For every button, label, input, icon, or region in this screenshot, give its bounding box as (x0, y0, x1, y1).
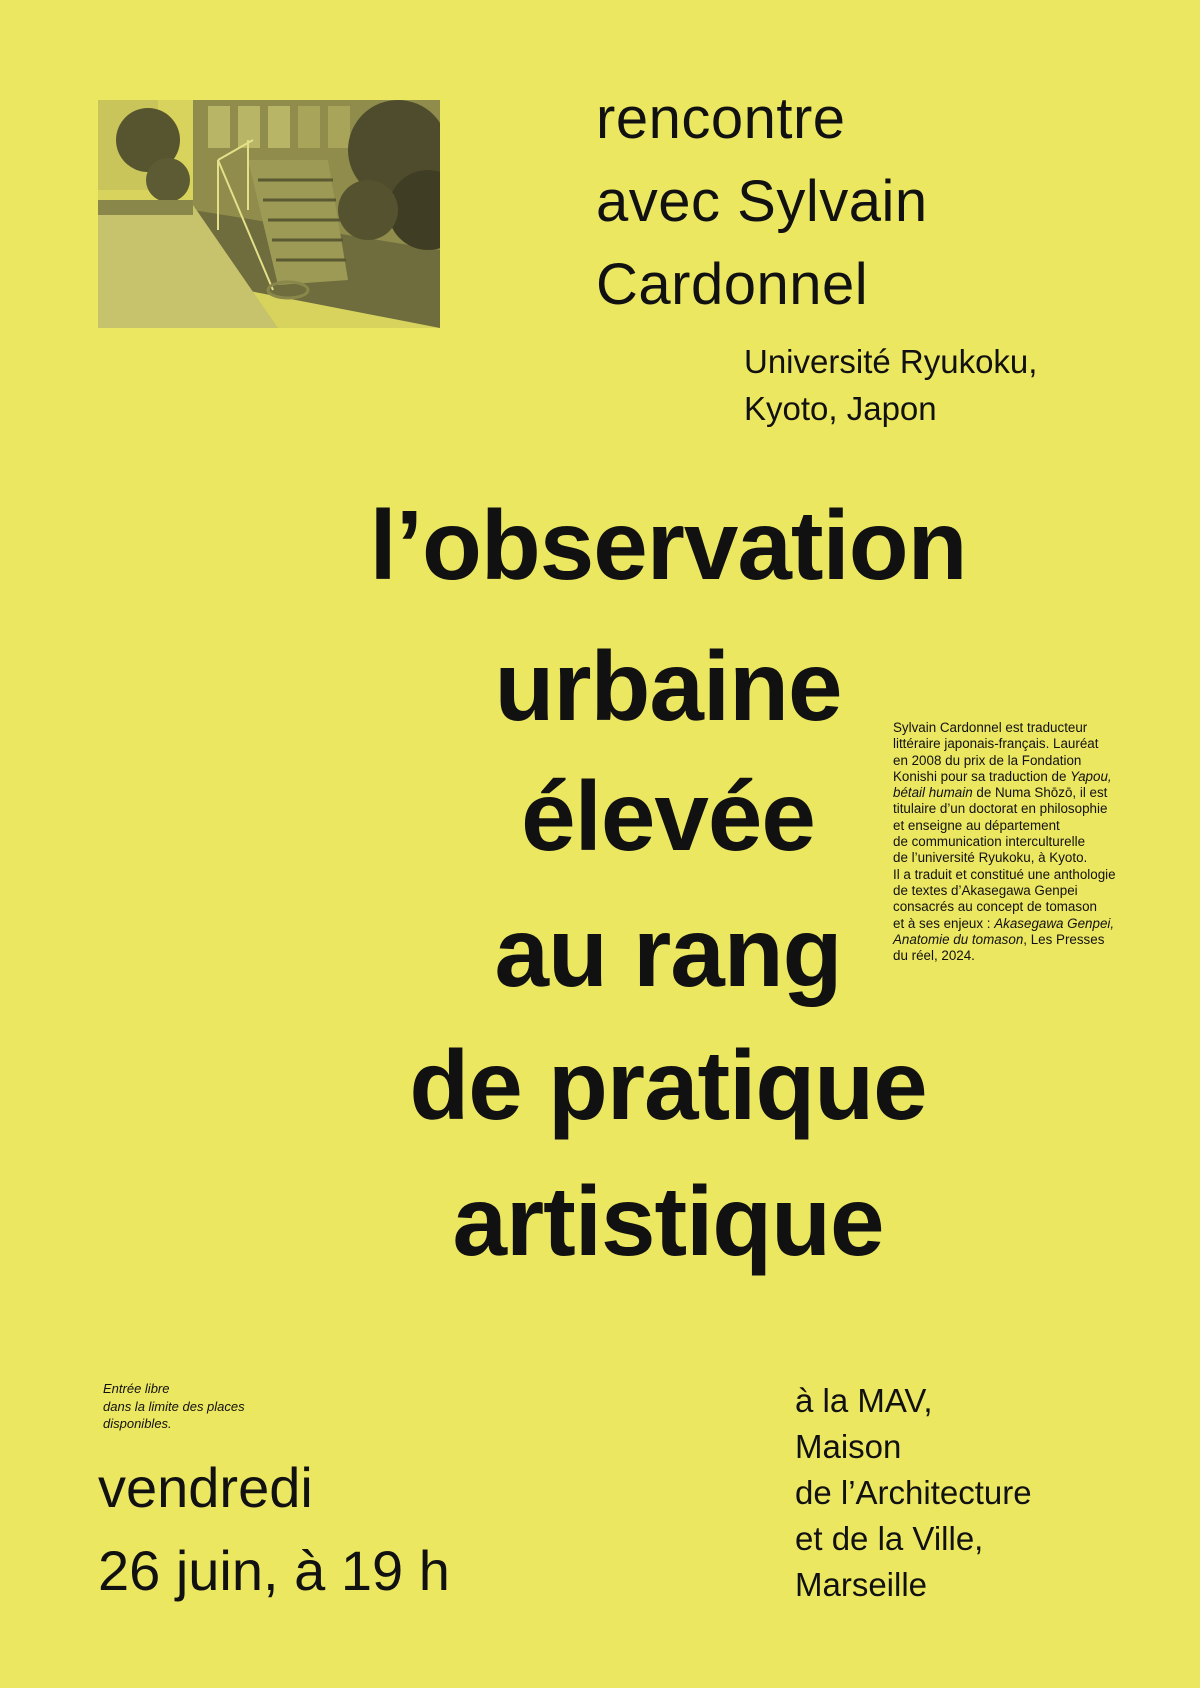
title-line-6: artistique (452, 1166, 884, 1276)
bio-line: de communication interculturelle (893, 834, 1086, 850)
bio-line: de l’université Ryukoku, à Kyoto. (893, 850, 1088, 866)
entry-note-line: dans la limite des places (103, 1398, 245, 1414)
affiliation-line-1: Université Ryukoku, (744, 343, 1038, 380)
street-photo-image (98, 100, 440, 328)
title-line-4: au rang (494, 897, 842, 1007)
bio-book-title: Yapou, (1070, 768, 1112, 784)
venue-line-1: à la MAV, (795, 1382, 933, 1419)
bio-text: Konishi pour sa traduction de (893, 768, 1071, 784)
bio-line (893, 769, 1155, 785)
bio-line (893, 932, 1155, 948)
bio-text: de Numa Shōzō, il est (972, 785, 1108, 801)
entry-note-line: Entrée libre (103, 1381, 170, 1396)
header-line-2: avec Sylvain (596, 169, 928, 234)
entry-note (103, 1380, 245, 1433)
bio-line (893, 916, 1155, 932)
title-line-5: de pratique (409, 1030, 927, 1140)
venue-line-4: et de la Ville, (795, 1520, 984, 1557)
bio-line: du réel, 2024. (893, 948, 975, 964)
venue-line-3: de l’Architecture (795, 1474, 1032, 1511)
title-line-2: urbaine (494, 631, 842, 741)
bio-text: , Les Presses (1023, 931, 1105, 947)
entry-note-line: disponibles. (103, 1416, 172, 1431)
bio-book-title: Akasegawa Genpei, (994, 915, 1115, 931)
header-line-1: rencontre (596, 86, 846, 151)
bio-line: littéraire japonais-français. Lauréat (893, 736, 1099, 752)
street-photo (98, 100, 440, 328)
date-day: vendredi (98, 1456, 313, 1519)
venue-line-5: Marseille (795, 1566, 928, 1603)
bio-book-title: bétail humain (893, 785, 973, 801)
bio-line: consacrés au concept de tomason (893, 899, 1097, 915)
bio-line: de textes d’Akasegawa Genpei (893, 882, 1078, 898)
bio-line: Il a traduit et constitué une anthologie (893, 866, 1116, 882)
bio-line: et enseigne au département (893, 817, 1060, 833)
bio-line (893, 785, 1155, 801)
venue-line-2: Maison (795, 1428, 902, 1465)
bio-line: en 2008 du prix de la Fondation (893, 752, 1082, 768)
bio-line: Sylvain Cardonnel est traducteur (893, 720, 1088, 735)
date-time: 26 juin, à 19 h (98, 1539, 450, 1602)
header-line-3: Cardonnel (596, 252, 869, 317)
bio-paragraph (893, 720, 1155, 964)
bio-text: et à ses enjeux : (893, 915, 995, 931)
affiliation-line-2: Kyoto, Japon (744, 390, 937, 427)
title-line-3: élevée (521, 761, 815, 871)
bio-line: titulaire d’un doctorat en philosophie (893, 801, 1108, 817)
bio-book-title: Anatomie du tomason (893, 931, 1024, 947)
title-line-1: l’observation (369, 490, 967, 600)
